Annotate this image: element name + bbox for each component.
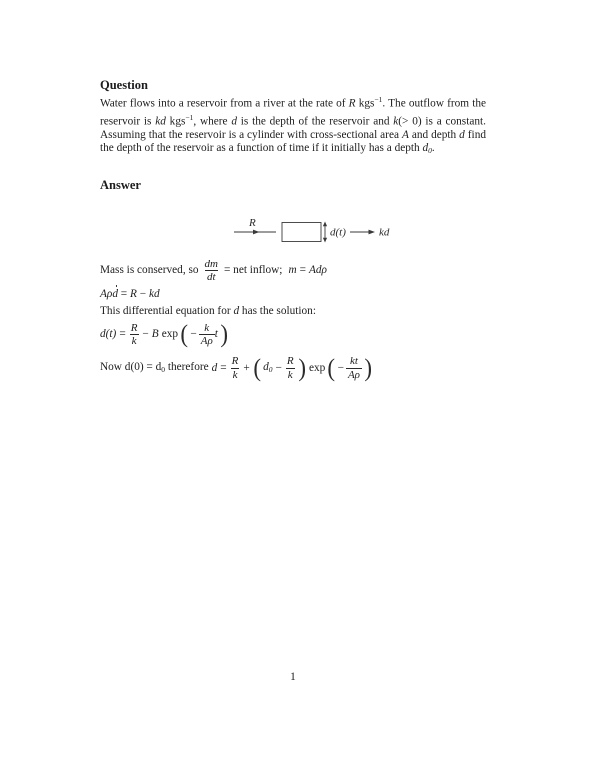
plus-sign: +: [243, 361, 250, 374]
open-paren: (: [327, 354, 336, 382]
fraction-kt-Arho: $\frac{kt}{A\rho}$: [347, 355, 360, 381]
exp-function: exp: [308, 361, 326, 374]
text-run: , where: [193, 115, 232, 128]
equals-sign: =: [117, 288, 131, 301]
inflow-rate-label: R: [249, 216, 256, 229]
math-expr: Aρ: [100, 288, 113, 301]
subscript: 0: [428, 146, 432, 156]
math-var: d: [231, 115, 237, 128]
math-var: A: [401, 128, 409, 141]
subscript: 0: [161, 364, 166, 374]
answer-heading: Answer: [100, 177, 141, 192]
text-run: (> 0) is a constant. Assuming that the reservoir is a cylinder with cross-sectional area: [100, 115, 486, 141]
math-var: t: [214, 328, 218, 341]
reservoir-flow-diagram: [230, 215, 486, 251]
solution-intro-text: [100, 304, 486, 318]
minus-sign: −: [136, 288, 149, 301]
open-paren: (: [253, 354, 261, 382]
close-paren: ): [297, 354, 306, 382]
superscript: −1: [185, 112, 194, 122]
equals-sign: =: [299, 263, 306, 276]
minus-sign: −: [337, 361, 344, 374]
text-run: Now $d(0) = d_0$ therefore: [100, 360, 209, 374]
d-zero: $d_0$: [263, 360, 273, 374]
text-run: kgs: [165, 115, 186, 128]
outflow-arrowhead-icon: [369, 229, 376, 234]
math-var: B: [151, 328, 159, 341]
question-heading: Question: [100, 78, 148, 92]
fraction-R-k: $\frac{R}{k}$: [286, 355, 294, 381]
math-var: d: [459, 128, 465, 141]
minus-sign: −: [275, 361, 282, 374]
exp-function: exp: [161, 328, 179, 341]
close-paren: ): [364, 354, 372, 382]
document-content: [100, 0, 486, 384]
inflow-arrowhead-icon: [253, 229, 260, 234]
depth-label: d(t): [330, 226, 346, 239]
text-run: has the solution:: [239, 305, 316, 318]
minus-sign: −: [142, 328, 149, 341]
math-var: kd: [155, 115, 166, 128]
outflow-label: kd: [379, 226, 390, 239]
math-var: d: [422, 142, 429, 155]
equation-final-solution: [100, 352, 486, 384]
equation-ode: [100, 287, 486, 301]
math-expr: Adρ: [309, 263, 327, 276]
math-var: d: [233, 305, 240, 318]
subscript: 0: [268, 364, 273, 374]
minus-sign: −: [190, 328, 197, 341]
fraction-k-Arho: $\frac{k}{A\rho}$: [200, 321, 213, 348]
depth-arrowhead-up-icon: [323, 221, 327, 226]
fraction-R-k: $\frac{R}{k}$: [130, 321, 138, 348]
equals-sign: =: [220, 361, 227, 374]
text-run: is the depth of the reservoir and: [236, 115, 394, 128]
text-run: . The outflow from the reservoir is: [100, 97, 486, 128]
question-paragraph: [100, 93, 486, 158]
reservoir-box: [282, 222, 321, 241]
text-run: This differential equation for: [100, 305, 234, 318]
text-run: Water flows into a reservoir from a river at the rate of: [100, 97, 349, 110]
math-expr: d(t): [100, 328, 117, 341]
text-run: Mass is conserved, so: [100, 263, 199, 276]
math-var: R: [130, 288, 137, 301]
math-var: m: [288, 263, 297, 276]
math-var: d: [211, 361, 218, 374]
equals-sign: =: [119, 328, 126, 341]
text-run: = net inflow;: [223, 263, 283, 276]
equation-mass-conservation: [100, 258, 486, 284]
text-run: .: [431, 142, 435, 155]
math-var: k: [393, 115, 399, 128]
d-dot-var: d: [112, 288, 118, 301]
text-run: find the depth of the reservoir as a function of time if it initially has a depth: [100, 128, 486, 155]
page-number: 1: [290, 671, 296, 683]
equation-general-solution: [100, 320, 486, 349]
flow-diagram-svg: [230, 215, 400, 251]
fraction-R-k: $\frac{R}{k}$: [231, 355, 239, 381]
math-expr: kd: [148, 288, 160, 301]
fraction-dm-dt: $\frac{dm}{dt}$: [204, 257, 218, 283]
close-paren: ): [220, 321, 228, 349]
text-run: kgs: [355, 97, 375, 110]
text-run: and depth: [408, 128, 460, 141]
open-paren: (: [180, 321, 189, 349]
superscript: −1: [374, 95, 383, 104]
depth-arrowhead-down-icon: [323, 237, 327, 242]
math-var: R: [348, 97, 356, 110]
